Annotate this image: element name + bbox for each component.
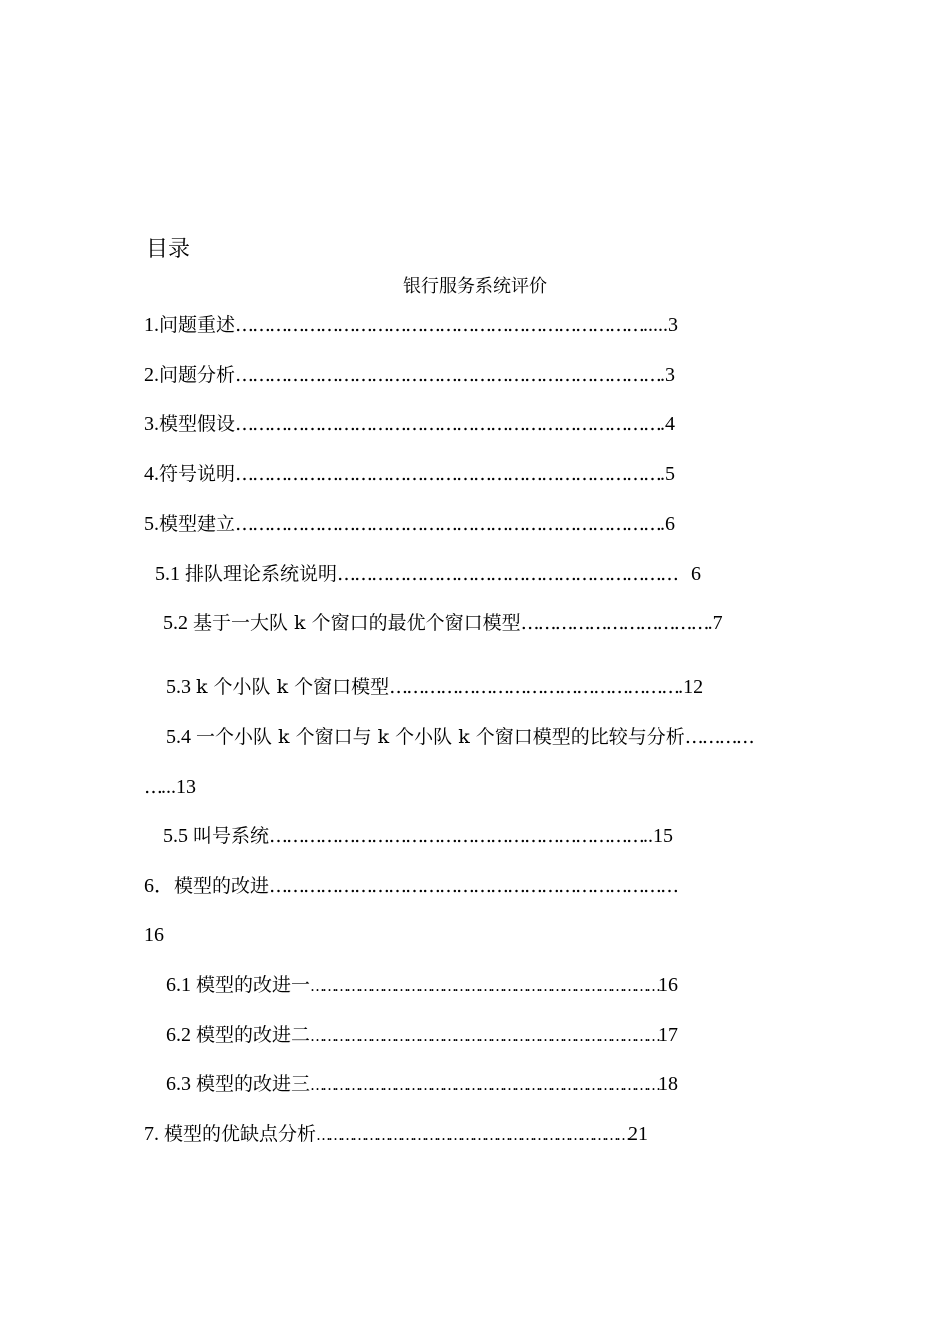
toc-entry-number: 6.2 — [166, 1024, 196, 1046]
toc-entry-page: .5 — [660, 463, 676, 485]
toc-entry-text: k 个小队 k 个窗口模型 — [196, 676, 390, 698]
toc-leader-dots: ………………………………………………………………… — [235, 463, 661, 485]
toc-entry-page: .7 — [707, 612, 723, 634]
toc-leader-dots: …………………………………………………………………………… — [310, 1076, 659, 1094]
toc-entry-number: 4. — [144, 463, 159, 485]
toc-leader-dots: ………… — [684, 726, 753, 748]
toc-entry-number: 5.3 — [166, 676, 196, 698]
toc-entry-text: 模型的改进三 — [196, 1073, 311, 1095]
toc-entry-text: 排队理论系统说明 — [185, 563, 338, 585]
toc-entry[interactable] — [166, 1022, 798, 1049]
toc-entry-number: 5.2 — [163, 612, 193, 634]
toc-entry[interactable] — [166, 724, 812, 750]
toc-entry[interactable] — [144, 1121, 804, 1148]
toc-entry-number: 5.4 — [166, 726, 196, 748]
toc-leader-dots: …………………………………………………………………………… — [310, 977, 659, 995]
toc-leader-dots: … — [144, 776, 161, 798]
toc-leader-dots: ……………………………………………………………… — [235, 314, 644, 336]
toc-entry-text: 模型的改进 — [174, 875, 270, 897]
toc-entry-page: ...13 — [161, 776, 196, 798]
toc-entry-text: 问题重述 — [159, 314, 236, 336]
toc-entry-page: 18 — [658, 1073, 679, 1095]
toc-entry-text: 符号说明 — [159, 463, 236, 485]
toc-entry[interactable] — [144, 312, 794, 338]
toc-entry-page: 17 — [658, 1024, 679, 1046]
toc-leader-dots: ……………………………………………………………… — [269, 875, 678, 897]
toc-entry-number: 5.1 — [155, 563, 185, 585]
toc-entry-text: 叫号系统 — [193, 825, 270, 847]
toc-entry-number: 2. — [144, 364, 159, 386]
toc-entry[interactable] — [144, 511, 794, 537]
toc-heading: 目录 — [146, 237, 191, 262]
toc-entry[interactable] — [144, 411, 794, 437]
toc-entry-page: .....3 — [643, 314, 679, 336]
toc-entry[interactable] — [166, 1071, 798, 1098]
toc-entry-text: 问题分析 — [159, 364, 236, 386]
toc-entry-page: .3 — [660, 364, 676, 386]
toc-leader-dots: …………………………………………………………………………… — [310, 1027, 659, 1045]
toc-entry-page: 21 — [628, 1123, 649, 1145]
toc-entry-page: ..15 — [643, 825, 674, 847]
toc-entry-page: .12 — [678, 676, 704, 698]
toc-entry-continuation[interactable] — [144, 922, 344, 948]
toc-entry-text: 模型的优缺点分析 — [164, 1123, 317, 1145]
toc-entry[interactable] — [155, 561, 795, 587]
toc-entry-text: 一个小队 k 个窗口与 k 个小队 k 个窗口模型的比较与分析 — [196, 726, 685, 748]
toc-entry[interactable] — [144, 461, 794, 487]
toc-entry-number: 5.5 — [163, 825, 193, 847]
toc-leader-dots: ………………………………………………………… — [269, 825, 644, 847]
toc-entry-number: 7. — [144, 1123, 164, 1145]
toc-leader-dots: …………………………………………………… — [337, 563, 678, 585]
toc-leader-dots: …………………………………………………………………… — [316, 1126, 629, 1144]
toc-leader-dots: …………………………………………… — [389, 676, 679, 698]
toc-leader-dots: ………………………………………………………………… — [235, 364, 661, 386]
toc-entry-text: 基于一大队 k 个窗口的最优个窗口模型 — [193, 612, 521, 634]
toc-entry-number: 1. — [144, 314, 159, 336]
toc-entry-number: 3. — [144, 413, 159, 435]
toc-entry-text: 模型建立 — [159, 513, 236, 535]
toc-entry-page: .6 — [660, 513, 676, 535]
toc-leader-dots: ………………………………………………………………… — [235, 413, 661, 435]
document-title: 银行服务系统评价 — [403, 276, 547, 297]
toc-entry-text: 模型的改进二 — [196, 1024, 311, 1046]
toc-entry[interactable] — [163, 610, 795, 636]
toc-entry[interactable] — [163, 823, 799, 849]
toc-entry-number: 6.3 — [166, 1073, 196, 1095]
toc-entry[interactable] — [166, 674, 798, 700]
toc-entry-page: 16 — [658, 974, 679, 996]
toc-leader-dots: …………………………… — [520, 612, 708, 634]
toc-entry-page: .4 — [660, 413, 676, 435]
toc-entry-page: 16 — [144, 924, 164, 946]
toc-entry-number: 6.1 — [166, 974, 196, 996]
toc-entry-text: 模型假设 — [159, 413, 236, 435]
toc-entry-text: 模型的改进一 — [196, 974, 311, 996]
toc-entry-page: 6 — [691, 563, 702, 585]
toc-entry-number: 5. — [144, 513, 159, 535]
toc-entry-number: 6． — [144, 875, 174, 897]
toc-entry[interactable] — [144, 873, 810, 899]
toc-leader-dots: ………………………………………………………………… — [235, 513, 661, 535]
toc-entry[interactable] — [166, 972, 798, 999]
toc-entry-continuation[interactable] — [144, 774, 344, 800]
toc-entry[interactable] — [144, 362, 794, 388]
